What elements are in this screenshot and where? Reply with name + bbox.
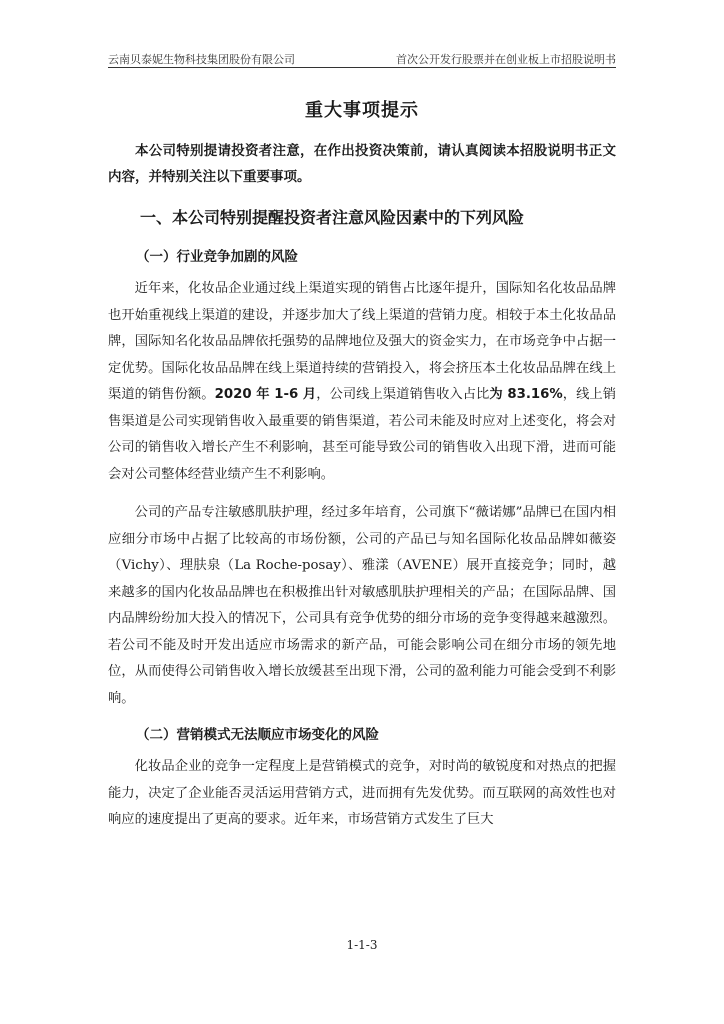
section-heading-risks: 一、本公司特别提醒投资者注意风险因素中的下列风险: [140, 208, 525, 227]
subsection-heading-competition: （一）行业竞争加剧的风险: [136, 249, 298, 265]
header-document-name: 首次公开发行股票并在创业板上市招股说明书: [396, 53, 616, 66]
bold-percentage: 为 83.16%: [489, 387, 563, 402]
document-body: [108, 138, 616, 846]
text-run: ，线上销售渠道是公司实现销售收入最重要的销售渠道，若公司未能及时应对上述变化，将会对公司的销售收入增长产生不利影响，甚至可能导致公司的销售收入出现下滑，进而可能会对公司整体经营业绩产生不利影响。: [108, 387, 617, 482]
paragraph-competition-2: 公司的产品专注敏感肌肤护理，经过多年培育，公司旗下“薇诺娜”品牌已在国内相应细分市场中占据了比较高的市场份额，公司的产品已与知名国际化妆品品牌如薇姿（Vichy）、理肤泉（La Roche-posay）、雅漾（AVENE）展开直接竞争；同时，越来越多的国内化妆品品牌也在积极推出针对敏感肌肤护理相关的产品；在国际品牌、国内品牌纷纷加大投入的情况下，公司具有竞争优势的细分市场的竞争变得越来越激烈。若公司不能及时开发出适应市场需求的新产品，可能会影响公司在细分市场的领先地位，从而使得公司销售收入增长放缓甚至出现下滑，公司的盈利能力可能会受到不利影响。: [108, 505, 616, 706]
text-run: 近年来，化妆品企业通过线上渠道实现的销售占比逐年提升，国际知名化妆品品牌也开始重视线上渠道的建设，并逐步加大了线上渠道的营销力度。相较于本土化妆品品牌，国际知名化妆品品牌依托强势的品牌地位及强大的资金实力，在市场竞争中占据一定优势。国际化妆品品牌在线上渠道持续的营销投入，将会挤压本土化妆品品牌在线上渠道的销售份额。: [108, 281, 616, 402]
header-company-name: 云南贝泰妮生物科技集团股份有限公司: [108, 53, 295, 66]
page-title: 重大事项提示: [305, 100, 419, 121]
intro-paragraph: 本公司特别提请投资者注意，在作出投资决策前，请认真阅读本招股说明书正文内容，并特别关注以下重要事项。: [108, 143, 616, 185]
paragraph-competition-1: [108, 276, 616, 488]
text-run: ，公司线上渠道销售收入占比: [316, 387, 490, 402]
subsection-heading-marketing: （二）营销模式无法顺应市场变化的风险: [136, 727, 379, 743]
paragraph-marketing-1: 化妆品企业的竞争一定程度上是营销模式的竞争，对时尚的敏锐度和对热点的把握能力，决定了企业能否灵活运用营销方式，进而拥有先发优势。而互联网的高效性也对响应的速度提出了更高的要求。近年来，市场营销方式发生了巨大: [108, 759, 616, 827]
bold-period: 2020 年 1-6 月: [214, 387, 317, 402]
page-number: 1-1-3: [346, 938, 378, 952]
running-header: [108, 50, 616, 68]
